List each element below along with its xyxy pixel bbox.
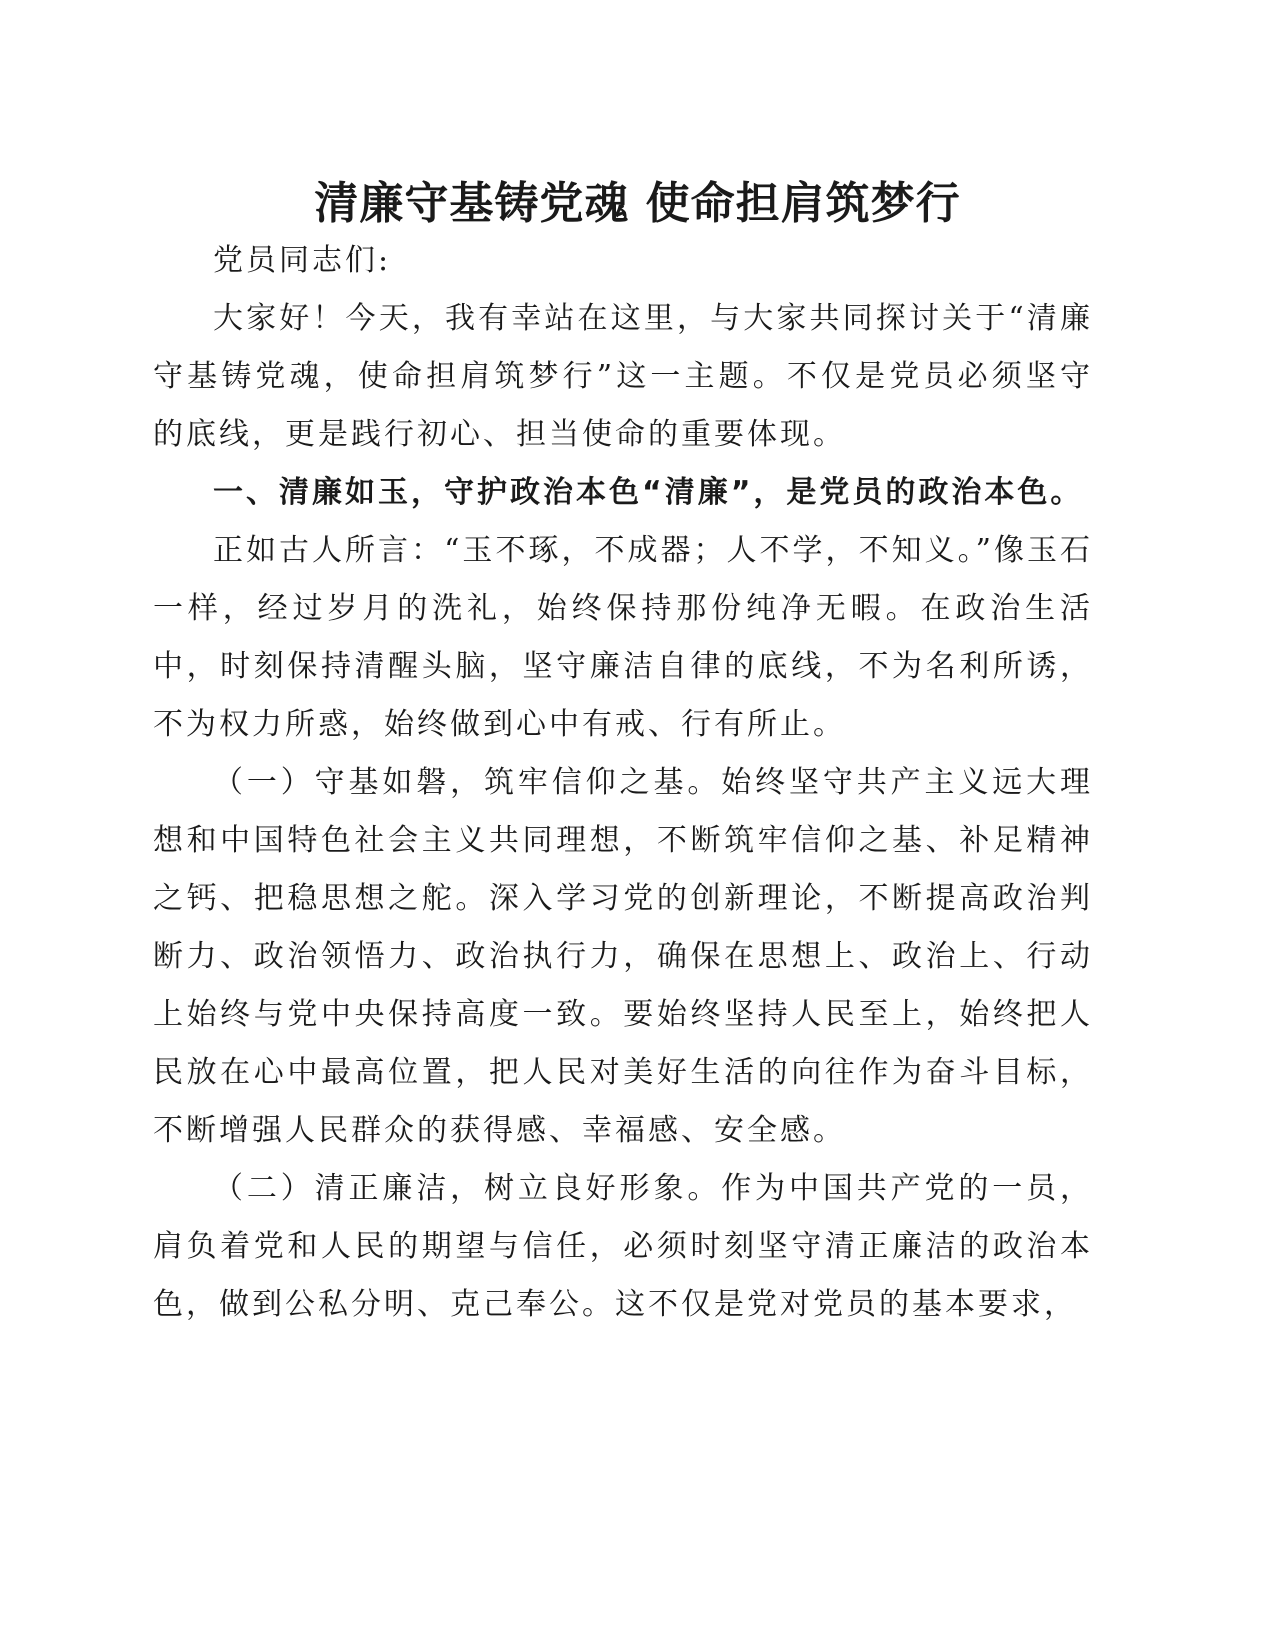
salutation: 党员同志们: bbox=[213, 243, 392, 278]
intro-paragraph: 大家好！今天，我有幸站在这里，与大家共同探讨关于“清廉守基铸党魂，使命担肩筑梦行”这一主题。不仅是党员必须坚守的底线，更是践行初心、担当使命的重要体现。 bbox=[153, 301, 1093, 452]
subsection-1: （一）守基如磐，筑牢信仰之基。始终坚守共产主义远大理想和中国特色社会主义共同理想，不断筑牢信仰之基、补足精神之钙、把稳思想之舵。深入学习党的创新理论，不断提高政治判断力、政治领悟力、政治执行力，确保在思想上、政治上、行动上始终与党中央保持高度一致。要始终坚持人民至上，始终把人民放在心中最高位置，把人民对美好生活的向往作为奋斗目标，不断增强人民群众的获得感、幸福感、安全感。 bbox=[153, 765, 1093, 1148]
subsection-2: （二）清正廉洁，树立良好形象。作为中国共产党的一员，肩负着党和人民的期望与信任，必须时刻坚守清正廉洁的政治本色，做到公私分明、克己奉公。这不仅是党对党员的基本要求， bbox=[153, 1171, 1093, 1322]
document-body bbox=[153, 232, 1093, 1334]
paragraph-1: 正如古人所言：“玉不琢，不成器；人不学，不知义。”像玉石一样，经过岁月的洗礼，始终保持那份纯净无暇。在政治生活中，时刻保持清醒头脑，坚守廉洁自律的底线，不为名利所诱，不为权力所惑，始终做到心中有戒、行有所止。 bbox=[153, 533, 1093, 742]
page-title: 清廉守基铸党魂 使命担肩筑梦行 bbox=[314, 178, 961, 229]
section-heading-1: 一、清廉如玉，守护政治本色“清廉”，是党员的政治本色。 bbox=[213, 475, 1084, 510]
